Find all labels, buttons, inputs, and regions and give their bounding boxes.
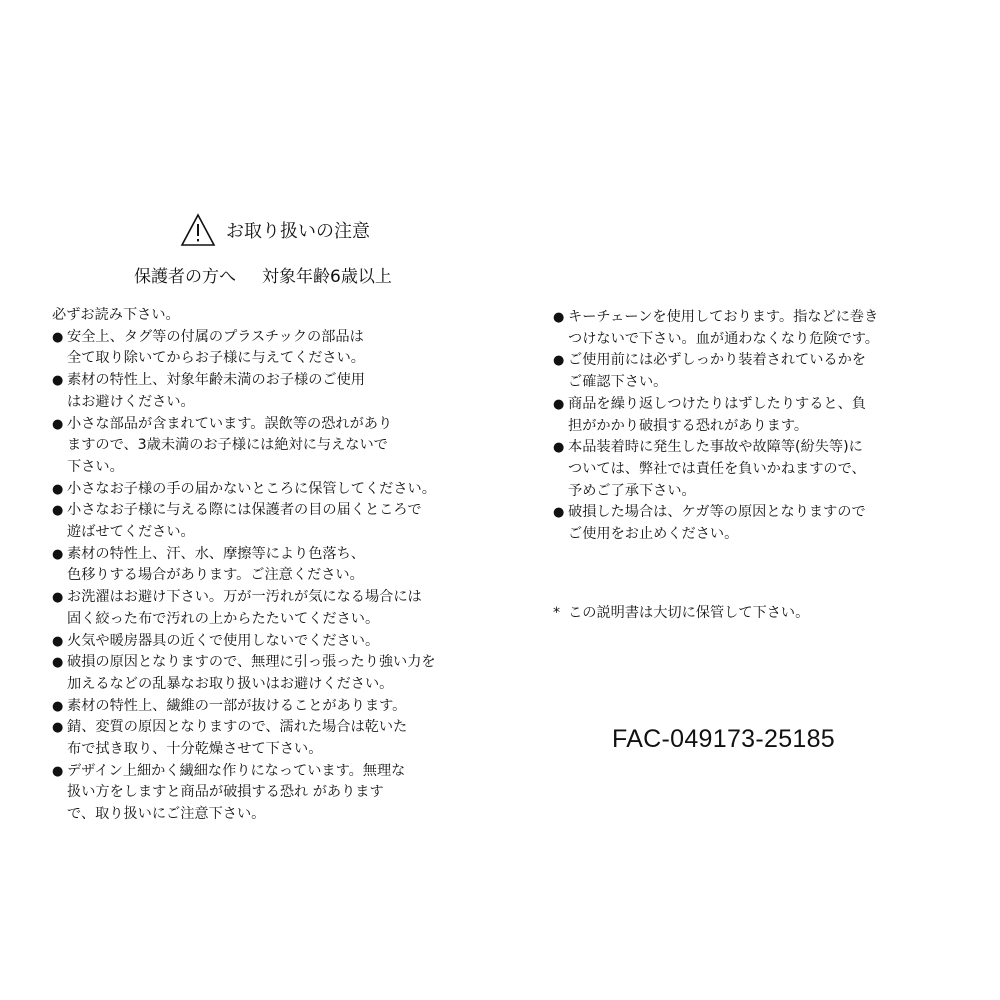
bullet-icon: ● <box>52 481 64 497</box>
bullet-icon: ● <box>553 310 565 325</box>
bullet-icon: ● <box>553 353 565 369</box>
caution-text: 小さなお子様の手の届かないところに保管してください。 <box>67 480 436 497</box>
audience-line <box>134 262 474 287</box>
caution-item-line <box>52 392 472 414</box>
intro-text: 必ずお読み下さい。 <box>52 307 180 323</box>
caution-text: 素材の特性上、汗、水、摩擦等により色落ち、 <box>67 545 365 562</box>
caution-item-first-line <box>553 350 938 372</box>
caution-text: ついては、弊社では責任を負いかねますので、 <box>568 460 866 477</box>
caution-text: 加えるなどの乱暴なお取り扱いはお避けください。 <box>67 675 394 692</box>
caution-text: 素材の特性上、対象年齢未満のお子様のご使用 <box>67 372 365 389</box>
caution-item-first-line <box>52 631 472 653</box>
caution-text: 全て取り除いてからお子様に与えてください。 <box>67 350 365 367</box>
caution-text: つけないで下さい。血が通わなくなり危険です。 <box>568 330 879 347</box>
caution-item-line <box>52 435 472 457</box>
caution-item-first-line <box>52 696 472 718</box>
caution-text: キーチェーンを使用しております。指などに巻き <box>568 309 879 325</box>
caution-item <box>52 652 472 695</box>
caution-item-first-line <box>52 544 472 566</box>
caution-item-first-line <box>52 370 472 392</box>
caution-item-line <box>52 565 472 587</box>
caution-text: 固く絞った布で汚れの上からたたいてください。 <box>67 610 380 627</box>
caution-text: 小さなお子様に与える際には保護者の目の届くところで <box>67 502 422 519</box>
caution-text: 本品装着時に発生した事故や故障等(紛失等)に <box>568 439 863 456</box>
bullet-icon: ● <box>52 763 64 779</box>
caution-item <box>52 414 472 479</box>
caution-item-first-line <box>52 717 472 739</box>
caution-item-first-line <box>52 479 472 501</box>
bullet-icon: ● <box>52 416 64 432</box>
caution-text: ご使用前には必ずしっかり装着されているかを <box>568 352 866 369</box>
caution-item <box>553 394 938 437</box>
bullet-icon: ● <box>553 440 565 456</box>
caution-item-first-line <box>52 587 472 609</box>
notice-title <box>180 210 440 250</box>
bullet-icon: ● <box>52 503 64 519</box>
caution-item <box>553 502 938 545</box>
caution-item-first-line <box>553 307 938 329</box>
caution-item-line <box>52 609 472 631</box>
footnote-mark: * <box>553 605 561 621</box>
bullet-icon: ● <box>52 698 64 714</box>
bullet-icon: ● <box>52 590 64 606</box>
caution-item <box>553 437 938 502</box>
caution-item-first-line <box>52 761 472 783</box>
caution-item-first-line <box>52 327 472 349</box>
caution-item <box>52 717 472 760</box>
caution-text: 下さい。 <box>67 458 124 475</box>
caution-item-line <box>52 804 472 826</box>
caution-item <box>52 327 472 370</box>
caution-item-line <box>553 524 938 546</box>
caution-item <box>52 500 472 543</box>
bullet-icon: ● <box>52 546 64 562</box>
caution-item <box>553 350 938 393</box>
caution-text: ますので、3歳未満のお子様には絶対に与えないで <box>67 437 388 454</box>
caution-text: ご確認下さい。 <box>568 374 668 391</box>
bullet-icon: ● <box>52 720 64 736</box>
footnote <box>553 602 809 622</box>
caution-item-line <box>52 782 472 804</box>
caution-text: 錆、変質の原因となりますので、濡れた場合は乾いた <box>67 719 408 736</box>
caution-text: 扱い方をしますと商品が破損する恐れ があります <box>67 784 384 801</box>
caution-item <box>52 370 472 413</box>
bullet-icon: ● <box>52 655 64 671</box>
bullet-icon: ● <box>553 396 565 412</box>
caution-item-line <box>52 522 472 544</box>
caution-text: ご使用をお止めください。 <box>568 526 739 543</box>
caution-item <box>553 307 938 350</box>
caution-item <box>52 696 472 718</box>
bullet-icon: ● <box>52 373 64 389</box>
caution-item <box>52 479 472 501</box>
caution-text: 安全上、タグ等の付属のプラスチックの部品は <box>67 328 364 345</box>
caution-item-first-line <box>52 652 472 674</box>
caution-text: はお避けください。 <box>67 393 195 410</box>
caution-item-line <box>52 739 472 761</box>
caution-item-line <box>553 372 938 394</box>
caution-item-line <box>553 459 938 481</box>
bullet-icon: ● <box>553 505 565 521</box>
caution-item-first-line <box>52 500 472 522</box>
audience-label: 保護者の方へ <box>134 267 236 287</box>
age-target-label: 対象年齢6歳以上 <box>262 267 392 287</box>
bullet-icon: ● <box>52 633 64 649</box>
title-text: お取り扱いの注意 <box>226 221 370 242</box>
caution-item-line <box>553 416 938 438</box>
caution-text: 遊ばせてください。 <box>67 524 195 541</box>
caution-text: デザイン上細かく繊細な作りになっています。無理な <box>67 762 406 779</box>
caution-item <box>52 587 472 630</box>
caution-item-first-line <box>553 502 938 524</box>
product-code: FAC-049173-25185 <box>612 725 836 753</box>
caution-item-line <box>52 457 472 479</box>
caution-text: 色移りする場合があります。ご注意ください。 <box>67 567 364 584</box>
caution-text: お洗濯はお避け下さい。万が一汚れが気になる場合には <box>67 589 422 606</box>
caution-item-first-line <box>553 394 938 416</box>
caution-text: 小さな部品が含まれています。誤飲等の恐れがあり <box>67 415 393 432</box>
caution-text: 予めご了承下さい。 <box>568 482 696 499</box>
bullet-icon: ● <box>52 329 64 345</box>
caution-text: 布で拭き取り、十分乾燥させて下さい。 <box>67 741 323 758</box>
caution-text: 破損した場合は、ケガ等の原因となりますので <box>568 504 866 521</box>
caution-text: 破損の原因となりますので、無理に引っ張ったり強い力を <box>67 654 436 671</box>
right-column <box>553 307 938 546</box>
caution-item-line <box>52 348 472 370</box>
caution-item <box>52 631 472 653</box>
caution-text: 火気や暖房器具の近くで使用しないでください。 <box>67 632 380 649</box>
caution-text: 商品を繰り返しつけたりはずしたりすると、負 <box>568 395 866 412</box>
warning-triangle-icon <box>180 213 216 247</box>
caution-text: 素材の特性上、繊維の一部が抜けることがあります。 <box>67 697 407 714</box>
caution-item-first-line <box>52 414 472 436</box>
caution-item-first-line <box>553 437 938 459</box>
caution-item-line <box>553 329 938 351</box>
caution-text: で、取り扱いにご注意下さい。 <box>67 806 266 823</box>
footnote-text: この説明書は大切に保管して下さい。 <box>568 605 810 621</box>
caution-text: 担がかかり破損する恐れがあります。 <box>568 417 809 434</box>
caution-item-line <box>52 674 472 696</box>
caution-item <box>52 761 472 826</box>
caution-item-line <box>553 481 938 503</box>
caution-item <box>52 544 472 587</box>
left-column <box>52 305 472 826</box>
